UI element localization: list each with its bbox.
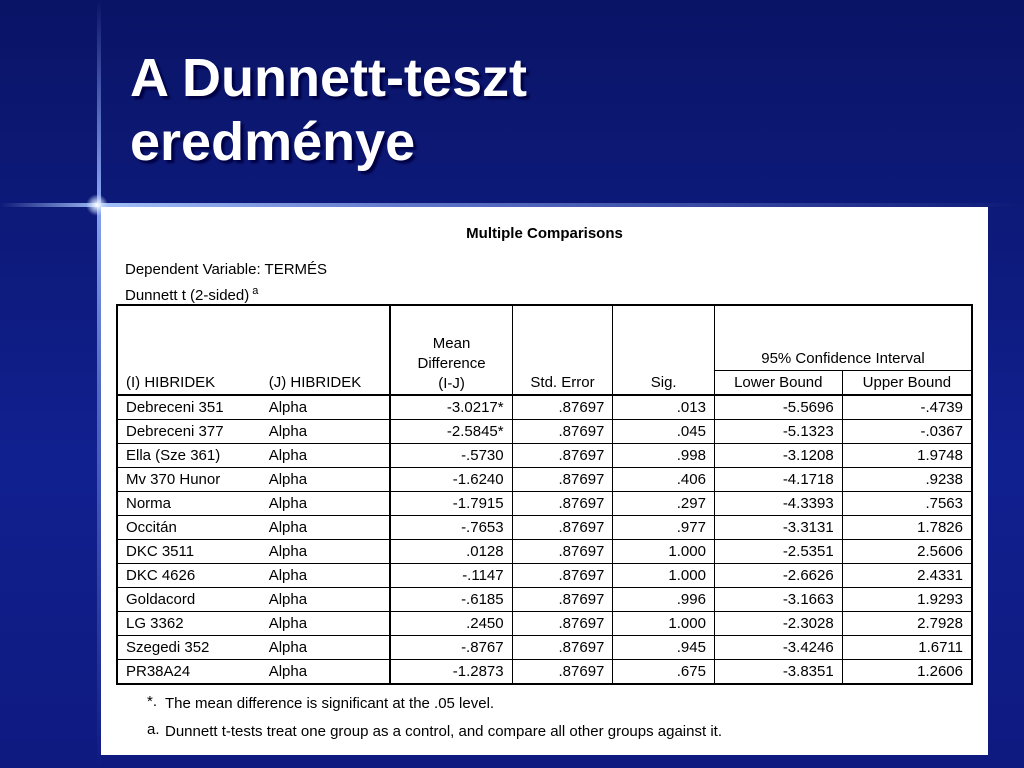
cell-std-error: .87697 [512,444,613,468]
cell-lower-bound: -5.1323 [714,420,842,444]
footnote-text: Dunnett t-tests treat one group as a control, and compare all other groups against it. [165,723,722,740]
cell-lower-bound: -3.1208 [714,444,842,468]
cell-i-hibrid: Debreceni 377 [117,420,261,444]
cell-lower-bound: -3.3131 [714,516,842,540]
cell-sig: .998 [613,444,715,468]
cell-j-hibrid: Alpha [261,444,391,468]
cell-i-hibrid: Norma [117,492,261,516]
table-row [117,468,972,492]
cell-mean-difference: -.1147 [390,564,512,588]
table-row [117,444,972,468]
cell-mean-difference: -.8767 [390,636,512,660]
cell-j-hibrid: Alpha [261,468,391,492]
test-name-label [125,285,258,304]
cell-upper-bound: 1.2606 [842,660,972,685]
table-row [117,564,972,588]
cell-upper-bound: 2.7928 [842,612,972,636]
header-lower-bound: Lower Bound [714,371,842,396]
cell-std-error: .87697 [512,420,613,444]
footnote-text: The mean difference is significant at the .05 level. [165,695,495,712]
header-mean-difference-line-1: Mean [432,335,471,352]
cell-lower-bound: -4.1718 [714,468,842,492]
cell-mean-difference: -.6185 [390,588,512,612]
cell-mean-difference: -1.2873 [390,660,512,685]
cell-j-hibrid: Alpha [261,564,391,588]
header-j-hibridek: (J) HIBRIDEK [268,374,362,391]
dependent-variable-label: Dependent Variable: TERMÉS [125,261,328,278]
cell-j-hibrid: Alpha [261,588,391,612]
cell-mean-difference: -1.7915 [390,492,512,516]
table-row [117,636,972,660]
cell-upper-bound: -.0367 [842,420,972,444]
cell-lower-bound: -2.6626 [714,564,842,588]
cell-i-hibrid: Mv 370 Hunor [117,468,261,492]
table-row [117,588,972,612]
cell-i-hibrid: Occitán [117,516,261,540]
cell-j-hibrid: Alpha [261,540,391,564]
cell-std-error: .87697 [512,564,613,588]
cell-sig: .675 [613,660,715,685]
table-row [117,612,972,636]
footnote-mark: a. [147,721,160,738]
cell-upper-bound: 2.5606 [842,540,972,564]
cell-mean-difference: -.5730 [390,444,512,468]
cell-std-error: .87697 [512,516,613,540]
cell-j-hibrid: Alpha [261,492,391,516]
table-row [117,516,972,540]
cell-upper-bound: 1.6711 [842,636,972,660]
cell-i-hibrid: Szegedi 352 [117,636,261,660]
cell-sig: .977 [613,516,715,540]
cell-std-error: .87697 [512,588,613,612]
cell-lower-bound: -3.4246 [714,636,842,660]
cell-lower-bound: -2.5351 [714,540,842,564]
header-mean-difference-line-2: Difference [417,355,486,372]
cell-std-error: .87697 [512,636,613,660]
cell-upper-bound: 1.7826 [842,516,972,540]
cell-i-hibrid: Debreceni 351 [117,395,261,420]
table-row [117,540,972,564]
header-std-error: Std. Error [512,305,613,395]
header-i-hibridek: (I) HIBRIDEK [117,305,261,395]
slide-title-line-2: eredménye [130,112,416,172]
header-upper-bound: Upper Bound [842,371,972,396]
footnote-dunnett [147,721,722,740]
cell-i-hibrid: DKC 3511 [117,540,261,564]
cell-lower-bound: -5.5696 [714,395,842,420]
slide-title-line-1: A Dunnett-teszt [130,48,527,108]
cell-sig: .996 [613,588,715,612]
cell-i-hibrid: PR38A24 [117,660,261,685]
cell-std-error: .87697 [512,660,613,685]
cell-upper-bound: 1.9293 [842,588,972,612]
cell-lower-bound: -3.1663 [714,588,842,612]
cell-upper-bound: 1.9748 [842,444,972,468]
cell-upper-bound: .9238 [842,468,972,492]
cell-sig: .945 [613,636,715,660]
cell-std-error: .87697 [512,612,613,636]
cell-mean-difference: .0128 [390,540,512,564]
header-mean-difference-line-3: (I-J) [438,375,465,392]
output-title: Multiple Comparisons [466,225,623,242]
cell-lower-bound: -3.8351 [714,660,842,685]
cell-mean-difference: -3.0217* [390,395,512,420]
cell-j-hibrid: Alpha [261,660,391,685]
table-row [117,395,972,420]
cell-sig: .297 [613,492,715,516]
cell-i-hibrid: DKC 4626 [117,564,261,588]
cell-lower-bound: -2.3028 [714,612,842,636]
multiple-comparisons-table [116,304,973,685]
cell-mean-difference: -2.5845* [390,420,512,444]
cell-sig: 1.000 [613,564,715,588]
footnote-mark: *. [147,693,158,710]
footnote-significance [147,693,494,712]
cell-upper-bound: -.4739 [842,395,972,420]
cell-j-hibrid: Alpha [261,420,391,444]
header-sig: Sig. [613,305,715,395]
cell-sig: .013 [613,395,715,420]
cell-sig: .045 [613,420,715,444]
cell-std-error: .87697 [512,468,613,492]
cell-sig: 1.000 [613,540,715,564]
spss-output-panel [101,207,988,755]
table-row [117,420,972,444]
header-confidence-interval: 95% Confidence Interval [714,305,972,371]
cell-j-hibrid: Alpha [261,636,391,660]
cell-upper-bound: 2.4331 [842,564,972,588]
cell-i-hibrid: LG 3362 [117,612,261,636]
cell-lower-bound: -4.3393 [714,492,842,516]
cell-j-hibrid: Alpha [261,612,391,636]
results-table-body [117,395,972,684]
cell-upper-bound: .7563 [842,492,972,516]
cell-std-error: .87697 [512,395,613,420]
cell-sig: .406 [613,468,715,492]
header-mean-difference [390,305,512,395]
cell-i-hibrid: Goldacord [117,588,261,612]
test-note-marker: a [252,285,259,297]
test-name-text: Dunnett t (2-sided) [125,287,250,304]
cell-std-error: .87697 [512,492,613,516]
cell-sig: 1.000 [613,612,715,636]
cell-i-hibrid: Ella (Sze 361) [117,444,261,468]
table-row [117,660,972,685]
cell-j-hibrid: Alpha [261,516,391,540]
cell-std-error: .87697 [512,540,613,564]
cell-j-hibrid: Alpha [261,395,391,420]
cell-mean-difference: -.7653 [390,516,512,540]
cell-mean-difference: -1.6240 [390,468,512,492]
slide-title [130,46,527,174]
cell-mean-difference: .2450 [390,612,512,636]
table-row [117,492,972,516]
